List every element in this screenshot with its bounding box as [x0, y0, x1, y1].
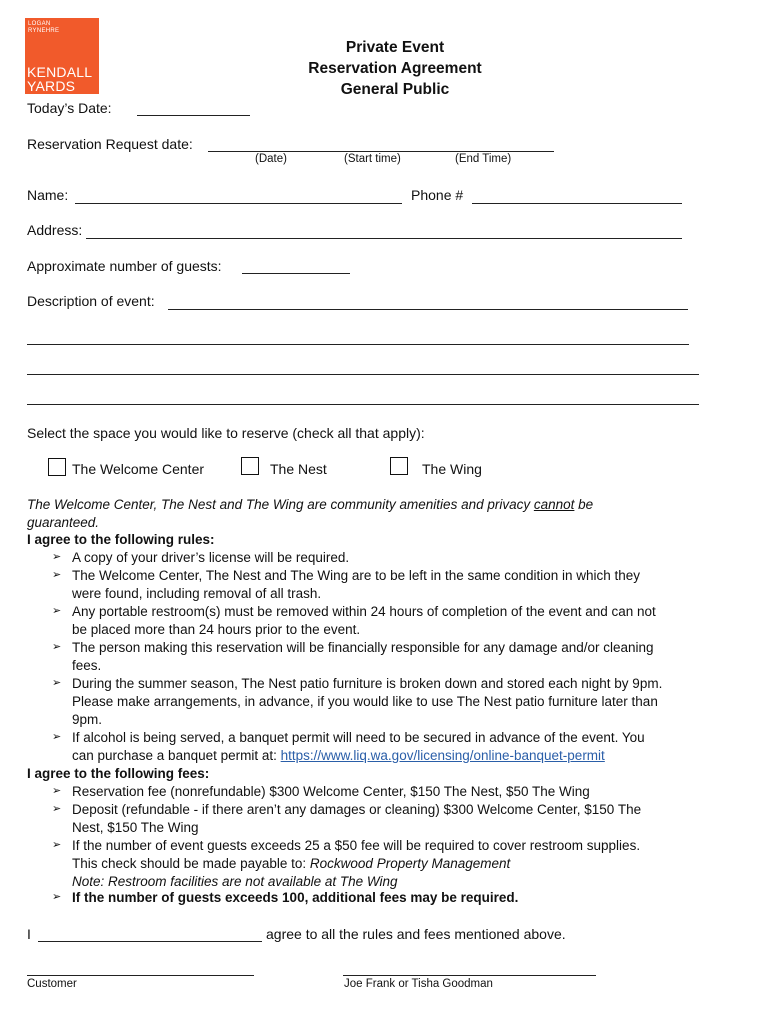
customer-signature-field[interactable]: [27, 975, 254, 976]
agree-statement: agree to all the rules and fees mentioned above.: [266, 926, 566, 942]
title-line1: Private Event: [345, 39, 445, 56]
logo-brand-line1: KENDALL: [27, 64, 93, 80]
bullet-arrow-icon: ➢: [52, 803, 62, 815]
customer-signature-label: Customer: [27, 978, 77, 990]
description-field[interactable]: [168, 309, 688, 310]
rule-license: A copy of your driver’s license will be required.: [72, 550, 350, 565]
privacy-note: [27, 496, 593, 514]
fees-heading: I agree to the following fees:: [27, 766, 210, 781]
fee-over-100-guests: If the number of guests exceeds 100, additional fees may be required.: [72, 890, 519, 905]
rule-restroom-line1: Any portable restroom(s) must be removed within 24 hours of completion of the event and can not: [72, 604, 656, 619]
fee-deposit-line1: Deposit (refundable - if there aren’t any damages or cleaning) $300 Welcome Center, $150 The: [72, 802, 642, 817]
address-field[interactable]: [86, 238, 682, 239]
start-time-column-label: (Start time): [344, 153, 401, 165]
logo-small-text: LOGAN RYNEHRE: [28, 21, 60, 34]
description-label: Description of event:: [27, 293, 155, 309]
the-wing-label: The Wing: [422, 461, 482, 477]
address-label: Address:: [27, 222, 83, 238]
rule-furniture-line1: During the summer season, The Nest patio furniture is broken down and stored each night by 9pm.: [72, 676, 663, 691]
fee-wing-note: Note: Restroom facilities are not available at The Wing: [72, 874, 398, 889]
welcome-center-label: The Welcome Center: [72, 461, 205, 477]
privacy-note-line2: guaranteed.: [27, 515, 100, 530]
todays-date-field[interactable]: [137, 115, 250, 116]
name-field[interactable]: [75, 203, 402, 204]
description-line-3[interactable]: [27, 374, 699, 375]
bullet-arrow-icon: ➢: [52, 839, 62, 851]
date-column-label: (Date): [255, 153, 287, 165]
phone-field[interactable]: [472, 203, 682, 204]
rule-furniture-line3: 9pm.: [72, 712, 103, 727]
title-line2: Reservation Agreement: [308, 60, 482, 77]
logo-brand-text: [27, 65, 92, 93]
rule-alcohol-text: can purchase a banquet permit at:: [72, 748, 281, 763]
bullet-arrow-icon: ➢: [52, 731, 62, 743]
guests-label: Approximate number of guests:: [27, 258, 222, 274]
space-selection-prompt: Select the space you would like to reserve (check all that apply):: [27, 425, 425, 441]
end-time-column-label: (End Time): [455, 153, 512, 165]
bullet-arrow-icon: ➢: [52, 641, 62, 653]
bullet-arrow-icon: ➢: [52, 785, 62, 797]
title-line3: General Public: [340, 81, 450, 98]
fee-payable-text: This check should be made payable to:: [72, 856, 310, 871]
privacy-text-part1: The Welcome Center, The Nest and The Wing are community amenities and privacy: [27, 497, 534, 512]
agree-prefix: I: [27, 926, 31, 942]
rules-heading: I agree to the following rules:: [27, 532, 215, 547]
privacy-cannot: cannot: [533, 497, 575, 512]
rule-alcohol-line2: [72, 747, 605, 765]
bullet-arrow-icon: ➢: [52, 569, 62, 581]
fee-guests-line2: [72, 855, 510, 873]
banquet-permit-link[interactable]: https://www.liq.wa.gov/licensing/online-banquet-permit: [280, 748, 605, 763]
the-nest-checkbox[interactable]: [241, 457, 259, 475]
rule-condition-line1: The Welcome Center, The Nest and The Wing are to be left in the same condition in which they: [72, 568, 641, 583]
rule-responsibility-line1: The person making this reservation will be financially responsible for any damage and/or cleaning: [72, 640, 654, 655]
reservation-request-label: Reservation Request date:: [27, 136, 193, 152]
description-line-4[interactable]: [27, 404, 699, 405]
bullet-arrow-icon: ➢: [52, 605, 62, 617]
phone-label: Phone #: [411, 187, 464, 203]
rule-furniture-line2: Please make arrangements, in advance, if you would like to use The Nest patio furniture later than: [72, 694, 658, 709]
welcome-center-checkbox[interactable]: [48, 458, 66, 476]
reservation-request-field[interactable]: [208, 151, 554, 152]
todays-date-label: Today’s Date:: [27, 100, 112, 116]
bullet-arrow-icon: ➢: [52, 551, 62, 563]
rule-restroom-line2: be placed more than 24 hours prior to the event.: [72, 622, 361, 637]
bullet-arrow-icon: ➢: [52, 891, 62, 903]
fee-guests-line1: If the number of event guests exceeds 25 a $50 fee will be required to cover restroom supplies.: [72, 838, 641, 853]
kendall-yards-logo: [25, 18, 99, 94]
the-nest-label: The Nest: [270, 461, 327, 477]
staff-signature-label: Joe Frank or Tisha Goodman: [344, 978, 493, 990]
staff-signature-field[interactable]: [343, 975, 596, 976]
rule-alcohol-line1: If alcohol is being served, a banquet permit will need to be secured in advance of the event. You: [72, 730, 645, 745]
fee-payee: Rockwood Property Management: [309, 856, 511, 871]
guests-field[interactable]: [242, 273, 350, 274]
agree-name-field[interactable]: [38, 941, 262, 942]
the-wing-checkbox[interactable]: [390, 457, 408, 475]
fee-deposit-line2: Nest, $150 The Wing: [72, 820, 199, 835]
rule-responsibility-line2: fees.: [72, 658, 102, 673]
fee-reservation: Reservation fee (nonrefundable) $300 Welcome Center, $150 The Nest, $50 The Wing: [72, 784, 590, 799]
logo-brand-line2: YARDS: [27, 78, 76, 94]
name-label: Name:: [27, 187, 69, 203]
description-line-2[interactable]: [27, 344, 689, 345]
privacy-text-part2: be: [574, 497, 594, 512]
rule-condition-line2: were found, including removal of all trash.: [72, 586, 322, 601]
bullet-arrow-icon: ➢: [52, 677, 62, 689]
